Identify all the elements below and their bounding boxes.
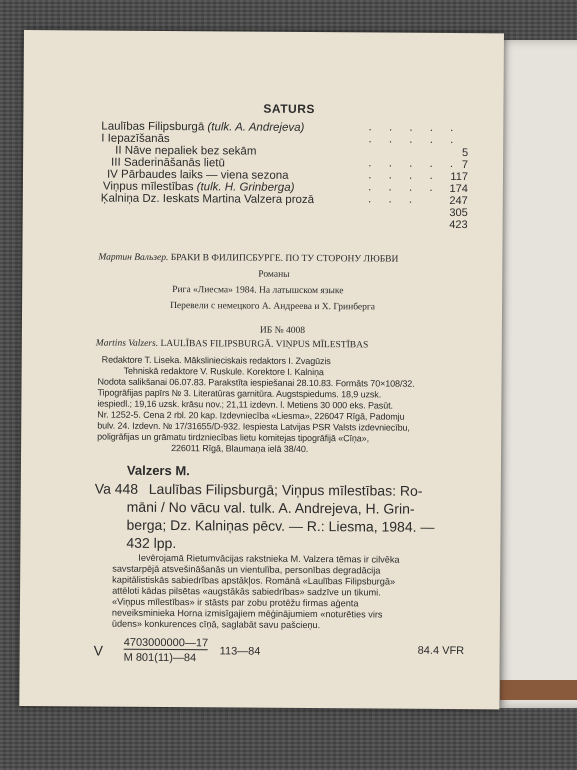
toc-dots: · · · ·	[367, 184, 440, 197]
toc-page-number: 7	[461, 159, 469, 172]
colophon-title: LAULĪBAS FILIPSBURGĀ. VIŅPUS MĪLESTĪBAS	[160, 338, 369, 351]
toc-title: SATURS	[263, 101, 315, 117]
catalog-v: V	[93, 642, 104, 659]
toc-chapter-row	[111, 157, 225, 170]
toc-chapter-label: IV Pārbaudes laiks — viena sezona	[106, 168, 289, 182]
colophon-line: Nodota salikšanai 06.07.83. Parakstīta iespiešanai 28.10.83. Formāts 70×108/32.	[97, 376, 415, 389]
toc-chapter-label: Ķalniņa Dz. Ieskats Martina Valzera prozā	[100, 192, 315, 207]
colophon-line: iespiedl.; 19,16 uzsk. krāsu nov.; 21,11 izdevn. l. Metiens 30 000 eks. Pasūt.	[97, 398, 393, 411]
toc-page-number: 174	[449, 182, 468, 196]
russian-title-line	[98, 253, 398, 265]
catalog-line: Laulības Filipsburgā; Viņpus mīlestības: Ro-	[148, 480, 423, 499]
russian-title: БРАКИ В ФИЛИПСБУРГЕ. ПО ТУ СТОРОНУ ЛЮБВИ	[170, 253, 399, 265]
annotation-line: savstarpējā atsvešināšanās un vientulība, personības degradācija	[112, 563, 381, 576]
toc-page-number: 247	[449, 194, 468, 208]
colophon-line: Redaktore T. Liseka. Mākslinieciskais redaktors I. Zvagūzis	[101, 354, 331, 367]
catalog-code: Va 448	[94, 480, 139, 497]
toc-book-title: Laulības Filipsburgā	[101, 120, 205, 134]
annotation-line: «Viņpus mīlestības» ir stāsts par zobu protēžu firmas aģenta	[111, 596, 359, 609]
russian-publisher: Рига «Лиесма» 1984. На латышском языке	[172, 285, 344, 297]
toc-page-number: 117	[450, 170, 469, 184]
catalog-year-code: 113—84	[219, 645, 261, 658]
facing-page	[497, 40, 577, 708]
catalog-line: māni / No vācu val. tulk. A. Andrejeva, H. Grin-	[126, 498, 415, 517]
catalog-author: Valzers M.	[126, 462, 190, 479]
toc-dots: · · · · ·	[368, 160, 461, 174]
toc-chapter-label: III Saderināšanās lietū	[111, 156, 225, 170]
toc-chapter-row	[101, 193, 314, 206]
toc-page-number: 423	[449, 218, 468, 232]
fraction-top: 4703000000—17	[123, 636, 209, 650]
colophon-author: Martins Valzers.	[95, 338, 159, 349]
toc-book-credit: (tulk. A. Andrejeva)	[207, 121, 305, 134]
toc-chapter-label: Viņpus mīlestības	[102, 180, 194, 194]
colophon-line: bulv. 24. Izdevn. № 17/31655/D-932. Iespiesta Latvijas PSR Valsts izdevniecību,	[97, 420, 410, 433]
colophon-line: 226011 Rīgā, Blaumaņa ielā 38/40.	[171, 443, 309, 454]
colophon-line: Tehniskā redaktore V. Ruskule. Korektore I. Kalniņa	[123, 365, 324, 378]
russian-translators: Перевели с немецкого А. Андреева и Х. Гринберга	[170, 301, 376, 313]
annotation-line: kapitālistiskās sabiedrības apstākļos. Romānā «Laulības Filipsburgā»	[112, 574, 396, 587]
fraction-bottom: M 801(11)—84	[123, 651, 197, 665]
catalog-line: 432 lpp.	[126, 534, 177, 552]
annotation-line: Ievērojamā Rietumvācijas rakstnieka M. Valzera tēmas ir cilvēka	[138, 552, 400, 565]
annotation-line: ūdens» konkurences cīņā, saglabāt savu pašcieņu.	[111, 618, 321, 631]
colophon-line: Tipogrāfijas papīrs № 3. Literatūras garnitūra. Augstspiedums. 18,9 uzsk.	[97, 387, 382, 400]
colophon-title-line	[96, 339, 369, 351]
ib-number: ИБ № 4008	[259, 325, 306, 336]
colophon-line: poligrāfijas un grāmatu tirdzniecības lietu komitejas tipogrāfijā «Cīņa»,	[97, 431, 370, 444]
toc-chapter-label: I Iepazīšanās	[101, 132, 170, 146]
toc-chapter-row	[101, 133, 169, 145]
toc-dots: · · · · ·	[368, 136, 461, 150]
book-page	[19, 30, 504, 709]
book-cover-edge	[500, 680, 577, 700]
annotation-line: neveiksminieka Horna izmisīgajiem mēģinājumiem «noturēties virs	[111, 607, 383, 620]
annotation-line: attēloti kādas pilsētas «augstākās sabiedrības» sadzīve un tikumi.	[112, 585, 381, 598]
toc-chapter-credit: (tulk. H. Grinberga)	[196, 181, 295, 194]
toc-chapter-row	[115, 145, 256, 158]
toc-dots: · · · · ·	[368, 124, 461, 138]
toc-page-number: 5	[461, 147, 469, 160]
toc-chapter-label: II Nāve nepaliek bez sekām	[115, 144, 257, 158]
toc-dots: · · ·	[367, 196, 420, 209]
russian-genre: Романы	[258, 269, 290, 280]
catalog-class: 84.4 VFR	[417, 644, 465, 658]
catalog-line: berga; Dz. Kalniņas pēcv. — R.: Liesma, 1984. —	[126, 516, 435, 535]
colophon-line: Nr. 1252-5. Cena 2 rbl. 20 kap. Izdevniecība «Liesma», 226047 Rīgā, Padomju	[97, 409, 405, 422]
toc-dots: · · · ·	[367, 172, 440, 185]
toc-page-number: 305	[449, 206, 468, 220]
russian-author: Мартин Вальзер.	[98, 252, 169, 264]
